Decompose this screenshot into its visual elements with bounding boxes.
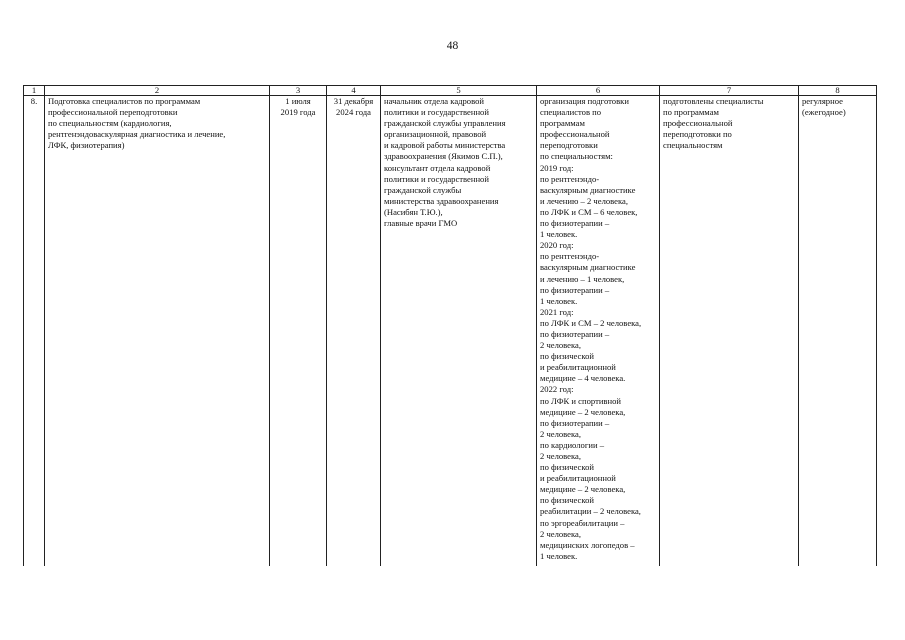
text-line: васкулярным диагностике bbox=[540, 184, 636, 195]
text-line: медицинских логопедов – bbox=[540, 539, 635, 550]
text-line: по физиотерапии – bbox=[540, 417, 610, 428]
text-line: 2022 год: bbox=[540, 384, 574, 395]
text-line: 2 человека, bbox=[540, 451, 581, 461]
text-line: (Насибян Т.Ю.), bbox=[384, 206, 443, 217]
text-line: 2 человека, bbox=[540, 428, 581, 439]
column-header-7: 7 bbox=[660, 86, 799, 96]
text-line: медицине – 2 человека, bbox=[540, 484, 626, 495]
text-line: организация подготовки bbox=[540, 96, 629, 106]
column-header-8: 8 bbox=[799, 86, 877, 96]
measures-table bbox=[23, 85, 877, 566]
text-line: начальник отдела кадровой bbox=[384, 96, 484, 106]
column-header-2: 2 bbox=[45, 86, 270, 96]
text-line: медицине – 4 человека. bbox=[540, 373, 626, 384]
text-line: и кадровой работы министерства bbox=[384, 140, 506, 151]
text-line: по кардиологии – bbox=[540, 439, 604, 450]
table-header-row bbox=[24, 86, 877, 96]
table-row bbox=[24, 96, 877, 567]
text-line: 2 человека, bbox=[540, 528, 581, 539]
text-line: министерства здравоохранения bbox=[384, 195, 499, 206]
text-line: профессиональной bbox=[663, 118, 733, 129]
row-number-cell: 8. bbox=[24, 96, 45, 567]
column-header-4: 4 bbox=[327, 86, 381, 96]
text-line: 1 человек. bbox=[540, 229, 578, 240]
measure-cell bbox=[45, 96, 270, 567]
text-line: по ЛФК и спортивной bbox=[540, 395, 621, 406]
text-line: по ЛФК и СМ – 6 человек, bbox=[540, 206, 638, 217]
text-line: по специальностям (кардиология, bbox=[48, 118, 172, 129]
text-line: 2019 год: bbox=[540, 162, 574, 173]
text-line: 31 декабря bbox=[333, 96, 374, 106]
text-line: по физической bbox=[540, 462, 595, 473]
text-line: и лечению – 2 человека, bbox=[540, 195, 628, 206]
text-line: по физиотерапии – bbox=[540, 284, 610, 295]
text-line: по рентгенэндо- bbox=[540, 173, 600, 184]
text-line: переподготовки bbox=[540, 140, 598, 151]
text-line: переподготовки по bbox=[663, 129, 732, 140]
text-line: по эргореабилитации – bbox=[540, 517, 625, 528]
text-line: васкулярным диагностике bbox=[540, 262, 636, 273]
text-line: по специальностям: bbox=[540, 151, 613, 162]
indicators-cell bbox=[537, 96, 660, 567]
periodicity-cell bbox=[799, 96, 877, 567]
end-date-cell bbox=[327, 96, 381, 567]
text-line: рентгенэндоваскулярная диагностика и лечение, bbox=[48, 129, 226, 140]
result-cell bbox=[660, 96, 799, 567]
text-line: 2 человека, bbox=[540, 340, 581, 351]
text-line: профессиональной переподготовки bbox=[48, 107, 178, 118]
column-header-6: 6 bbox=[537, 86, 660, 96]
page-number: 48 bbox=[446, 40, 459, 52]
text-line: специалистов по bbox=[540, 107, 602, 118]
text-line: политики и государственной bbox=[384, 173, 489, 184]
text-line: по программам bbox=[663, 107, 719, 118]
text-line: подготовлены специалисты bbox=[663, 96, 764, 106]
text-line: по рентгенэндо- bbox=[540, 251, 600, 262]
column-header-3: 3 bbox=[270, 86, 327, 96]
text-line: 2021 год: bbox=[540, 306, 574, 317]
text-line: специальностям bbox=[663, 140, 723, 151]
text-line: по физиотерапии – bbox=[540, 328, 610, 339]
start-date-cell bbox=[270, 96, 327, 567]
text-line: ЛФК, физиотерапия) bbox=[48, 140, 125, 151]
text-line: гражданской службы управления bbox=[384, 118, 506, 129]
text-line: регулярное bbox=[802, 96, 843, 106]
text-line: и реабилитационной bbox=[540, 473, 616, 484]
text-line: по физиотерапии – bbox=[540, 218, 610, 229]
text-line: 1 июля bbox=[285, 96, 311, 106]
text-line: реабилитации – 2 человека, bbox=[540, 506, 641, 517]
text-line: и лечению – 1 человек, bbox=[540, 273, 625, 284]
text-line: 2019 года bbox=[280, 107, 316, 118]
text-line: 1 человек. bbox=[540, 550, 578, 561]
text-line: гражданской службы bbox=[384, 184, 462, 195]
text-line: главные врачи ГМО bbox=[384, 218, 458, 229]
column-header-1: 1 bbox=[24, 86, 45, 96]
text-line: программам bbox=[540, 118, 585, 129]
responsible-cell bbox=[381, 96, 537, 567]
text-line: 2020 год: bbox=[540, 240, 574, 251]
text-line: (ежегодное) bbox=[802, 107, 846, 118]
text-line: здравоохранения (Якимов С.П.), bbox=[384, 151, 503, 162]
text-line: медицине – 2 человека, bbox=[540, 406, 626, 417]
text-line: организационной, правовой bbox=[384, 129, 487, 140]
text-line: консультант отдела кадровой bbox=[384, 162, 491, 173]
text-line: 1 человек. bbox=[540, 295, 578, 306]
column-header-5: 5 bbox=[381, 86, 537, 96]
text-line: по ЛФК и СМ – 2 человека, bbox=[540, 317, 642, 328]
text-line: 2024 года bbox=[336, 107, 371, 118]
text-line: Подготовка специалистов по программам bbox=[48, 96, 201, 106]
text-line: политики и государственной bbox=[384, 107, 489, 118]
text-line: профессиональной bbox=[540, 129, 610, 140]
text-line: и реабилитационной bbox=[540, 362, 616, 373]
text-line: по физической bbox=[540, 351, 595, 362]
text-line: по физической bbox=[540, 495, 595, 506]
